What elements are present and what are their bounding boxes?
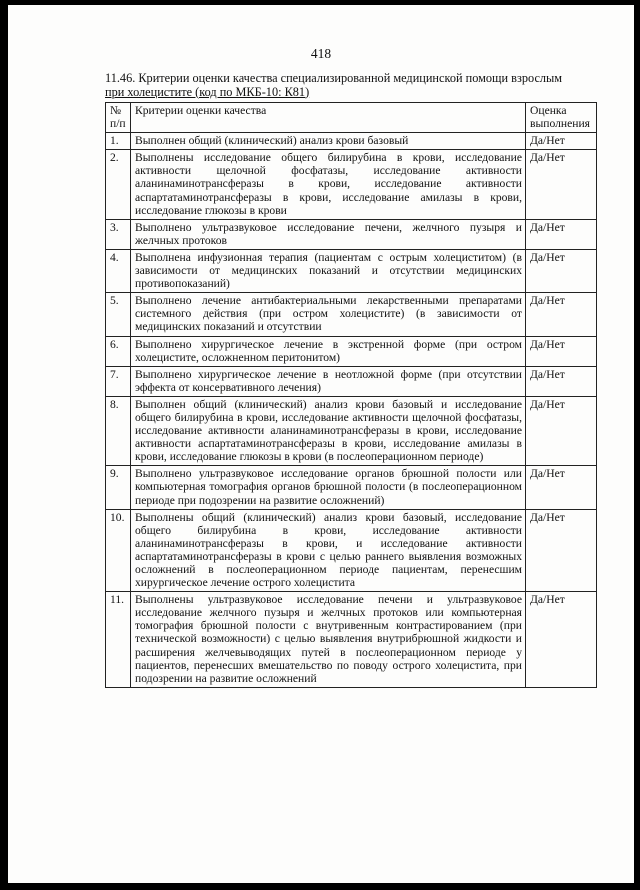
row-number: 1. — [106, 133, 131, 150]
assessment-value: Да/Нет — [526, 150, 597, 219]
row-number: 8. — [106, 396, 131, 465]
table-row — [106, 336, 597, 366]
assessment-value: Да/Нет — [526, 249, 597, 292]
header-number: № п/п — [106, 103, 131, 133]
row-number: 9. — [106, 466, 131, 509]
row-number: 11. — [106, 592, 131, 688]
row-number: 3. — [106, 219, 131, 249]
table-row — [106, 592, 597, 688]
criterion-text: Выполнен общий (клинический) анализ крови базовый — [131, 133, 526, 150]
heading-line-2: при холецистите (код по МКБ-10: К81) — [105, 84, 310, 99]
page-number: 418 — [310, 46, 332, 61]
criterion-text: Выполнено ультразвуковое исследование органов брюшной полости или компьютерная томография органов брюшной полости (в послеоперационном периоде при подозрении на развитие осложнений) — [131, 466, 526, 509]
row-number: 6. — [106, 336, 131, 366]
assessment-value: Да/Нет — [526, 396, 597, 465]
criterion-text: Выполнена инфузионная терапия (пациентам с острым холециститом) (в зависимости от медицинских показаний и отсутствии медицинских противопоказаний) — [131, 249, 526, 292]
row-number: 7. — [106, 366, 131, 396]
assessment-value: Да/Нет — [526, 133, 597, 150]
table-row — [106, 293, 597, 336]
header-criterion: Критерии оценки качества — [131, 103, 526, 133]
assessment-value: Да/Нет — [526, 293, 597, 336]
criterion-text: Выполнены общий (клинический) анализ крови базовый, исследование общего билирубина в крови, исследование активности аланинаминотрансферазы в крови, и исследование активности аспартатаминотрансферазы в крови с целью раннего выявления возможных осложнений в послеоперационном периоде пациентам, перенесшим хирургическое лечение острого холецистита — [131, 509, 526, 592]
assessment-value: Да/Нет — [526, 219, 597, 249]
row-number: 2. — [106, 150, 131, 219]
criterion-text: Выполнено лечение антибактериальными лекарственными препаратами системного действия (при остром холецистите) (в зависимости от медицинских показаний и отсутствии — [131, 293, 526, 336]
section-heading — [105, 72, 597, 99]
criterion-text: Выполнено хирургическое лечение в неотложной форме (при отсутствии эффекта от консервативного лечения) — [131, 366, 526, 396]
row-number: 5. — [106, 293, 131, 336]
criterion-text: Выполнен общий (клинический) анализ крови базовый и исследование общего билирубина в крови, исследование активности щелочной фосфатазы, исследование активности аланинаминотрансферазы в крови, исследование активности аспартатаминотрансферазы в крови, исследование амилазы в крови, исследование глюкозы в крови (в послеоперационном периоде) — [131, 396, 526, 465]
criterion-text: Выполнены исследование общего билирубина в крови, исследование активности щелочной фосфатазы, исследование активности аланинаминотрансферазы в крови, исследование активности аспартатаминотрансферазы в крови, исследование амилазы в крови, исследование глюкозы в крови — [131, 150, 526, 219]
assessment-value: Да/Нет — [526, 366, 597, 396]
document-page — [8, 5, 634, 883]
table-row — [106, 466, 597, 509]
table-row — [106, 396, 597, 465]
table-row — [106, 249, 597, 292]
criterion-text: Выполнены ультразвуковое исследование печени и ультразвуковое исследование желчного пузыря и желчных протоков или компьютерная томография брюшной полости с внутривенным контрастированием (при технической возможности) с целью выявления внутрибрюшной жидкости и расширения желчевыводящих путей в послеоперационном периоде у пациентов, перенесших вмешательство по поводу острого холецистита, при подозрении на развитие осложнений — [131, 592, 526, 688]
criterion-text: Выполнено ультразвуковое исследование печени, желчного пузыря и желчных протоков — [131, 219, 526, 249]
table-row — [106, 133, 597, 150]
assessment-value: Да/Нет — [526, 592, 597, 688]
assessment-value: Да/Нет — [526, 466, 597, 509]
table-row — [106, 150, 597, 219]
header-assessment: Оценка выполнения — [526, 103, 597, 133]
table-row — [106, 219, 597, 249]
heading-line-1: 11.46. Критерии оценки качества специализированной медицинской помощи взрослым — [105, 71, 563, 85]
criteria-table — [105, 102, 597, 688]
row-number: 10. — [106, 509, 131, 592]
criterion-text: Выполнено хирургическое лечение в экстренной форме (при остром холецистите, осложненном перитонитом) — [131, 336, 526, 366]
table-row — [106, 509, 597, 592]
row-number: 4. — [106, 249, 131, 292]
assessment-value: Да/Нет — [526, 509, 597, 592]
table-header-row — [106, 103, 597, 133]
table-row — [106, 366, 597, 396]
assessment-value: Да/Нет — [526, 336, 597, 366]
